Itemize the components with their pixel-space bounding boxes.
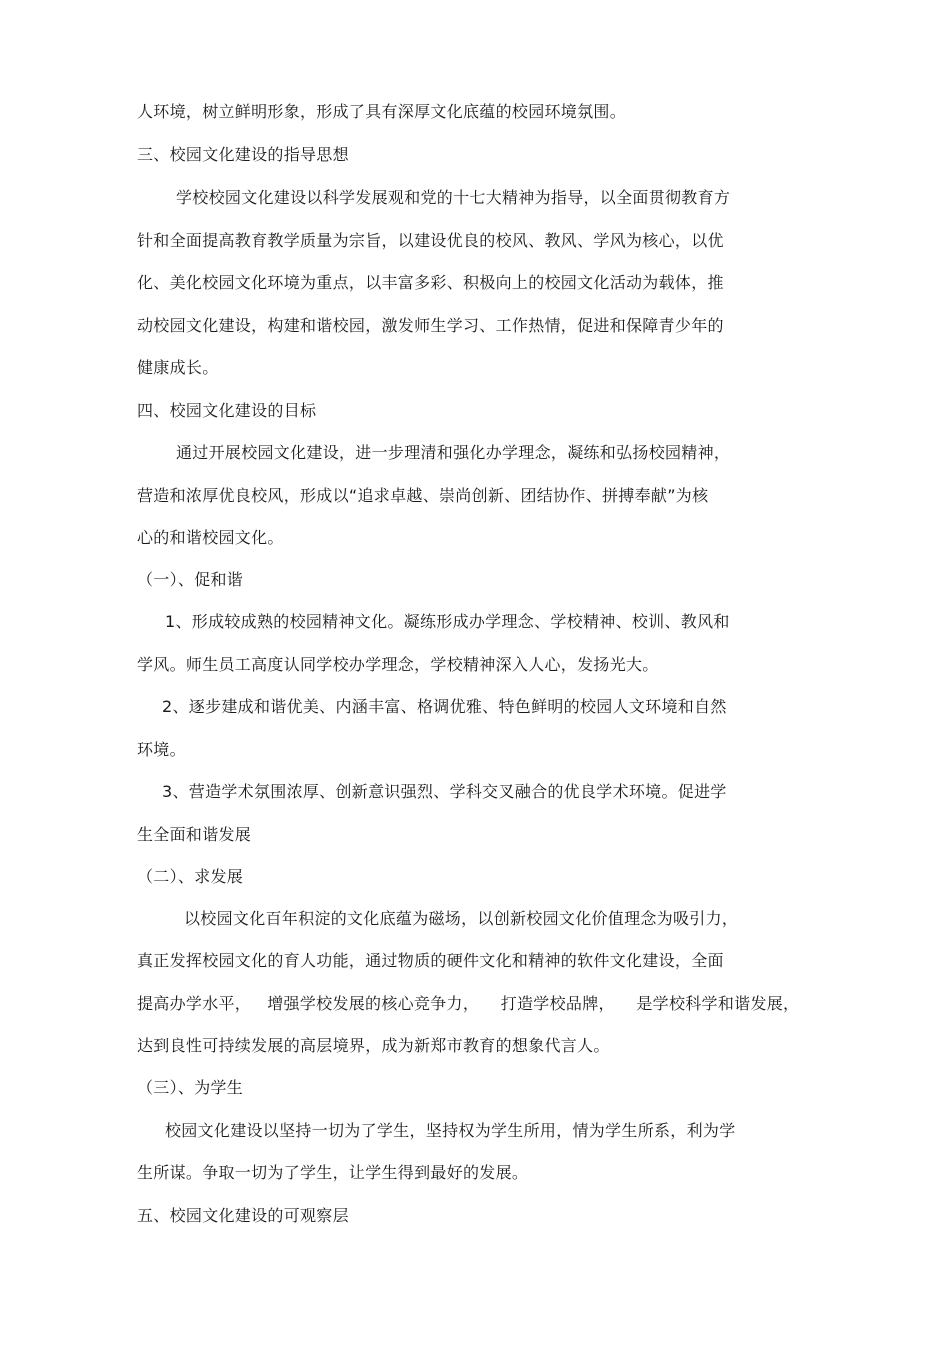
section-heading: 三、校园文化建设的指导思想 — [137, 145, 349, 164]
paragraph-line: 学风。师生员工高度认同学校办学理念，学校精神深入人心，发扬光大。 — [137, 655, 659, 674]
subsection-heading: （三）、为学生 — [137, 1078, 244, 1097]
paragraph-line: 通过开展校园文化建设，进一步理清和强化办学理念，凝练和弘扬校园精神， — [176, 443, 731, 462]
paragraph-line: 生所谋。争取一切为了学生，让学生得到最好的发展。 — [137, 1163, 529, 1182]
subsection-heading: （二）、求发展 — [137, 867, 244, 886]
paragraph-line: 营造和浓厚优良校风，形成以“追求卓越、崇尚创新、团结协作、拼搏奉献”为核 — [137, 486, 709, 505]
paragraph-line: 校园文化建设以坚持一切为了学生，坚持权为学生所用，情为学生所系，利为学 — [165, 1121, 736, 1140]
paragraph-line: 心的和谐校园文化。 — [137, 528, 284, 547]
paragraph-line: 真正发挥校园文化的育人功能，通过物质的硬件文化和精神的软件文化建设，全面 — [137, 951, 724, 970]
section-heading: 四、校园文化建设的目标 — [137, 401, 317, 420]
paragraph-line: 化、美化校园文化环境为重点，以丰富多彩、积极向上的校园文化活动为载体，推 — [137, 273, 724, 292]
list-item-line: 1、形成较成熟的校园精神文化。凝练形成办学理念、学校精神、校训、教风和 — [165, 612, 730, 631]
list-item-line: 3、营造学术氛围浓厚、创新意识强烈、学科交叉融合的优良学术环境。促进学 — [162, 782, 727, 801]
paragraph-line: 健康成长。 — [137, 358, 219, 377]
paragraph-line: 针和全面提高教育教学质量为宗旨，以建设优良的校风、教风、学风为核心，以优 — [137, 231, 724, 250]
subsection-heading: （一）、促和谐 — [137, 570, 244, 589]
paragraph-line: 达到良性可持续发展的高层境界，成为新郑市教育的想象代言人。 — [137, 1036, 610, 1055]
paragraph-line: 提高办学水平， 增强学校发展的核心竞争力， 打造学校品牌， 是学校科学和谐发展， — [137, 994, 800, 1013]
list-item-line: 2、逐步建成和谐优美、内涵丰富、格调优雅、特色鲜明的校园人文环境和自然 — [162, 697, 727, 716]
section-heading: 五、校园文化建设的可观察层 — [137, 1206, 349, 1225]
paragraph-line: 环境。 — [137, 740, 186, 759]
paragraph-line: 动校园文化建设，构建和谐校园，激发师生学习、工作热情，促进和保障青少年的 — [137, 316, 724, 335]
paragraph-line: 生全面和谐发展 — [137, 825, 252, 844]
paragraph-line: 以校园文化百年积淀的文化底蕴为磁场，以创新校园文化价值理念为吸引力， — [184, 909, 739, 928]
paragraph-line: 学校校园文化建设以科学发展观和党的十七大精神为指导，以全面贯彻教育方 — [176, 188, 731, 207]
paragraph-line: 人环境，树立鲜明形象，形成了具有深厚文化底蕴的校园环境氛围。 — [137, 102, 627, 121]
